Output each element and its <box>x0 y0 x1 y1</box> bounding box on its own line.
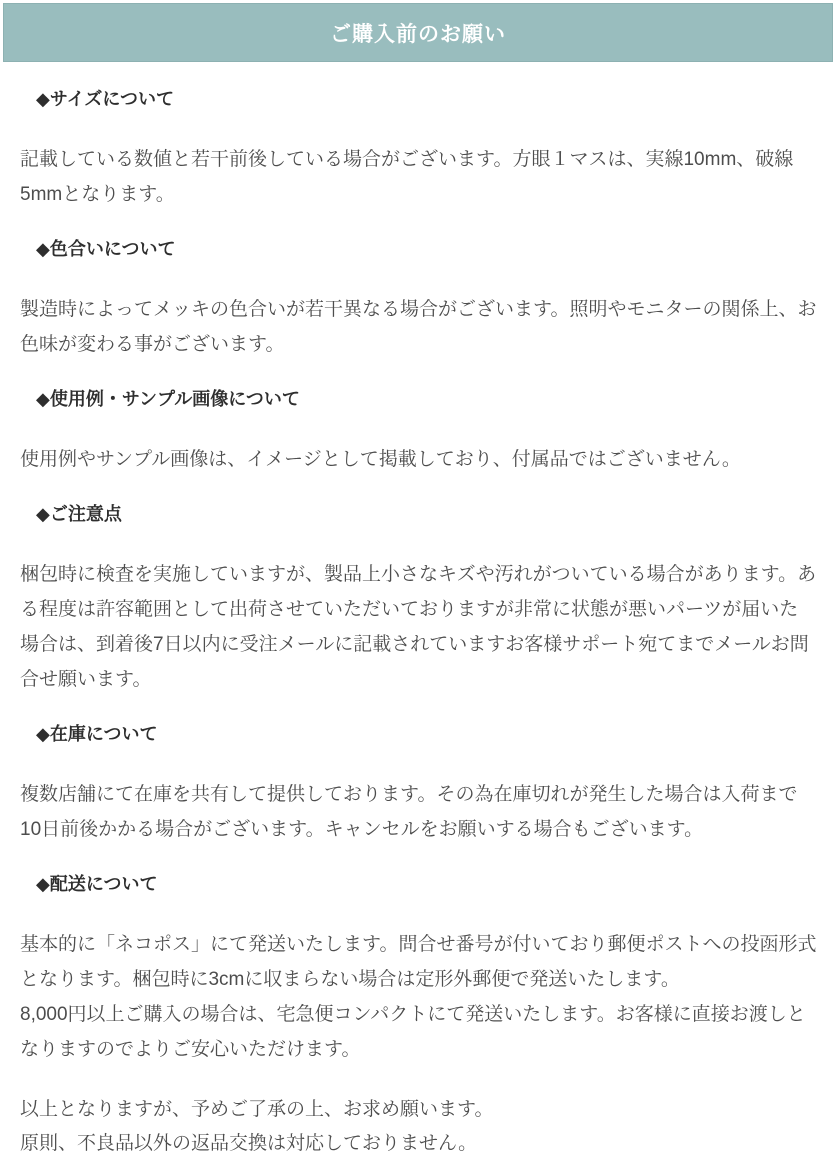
section-size-body: 記載している数値と若干前後している場合がございます。方眼１マスは、実線10mm、破線5mmとなります。 <box>20 149 794 205</box>
section-stock-body: 複数店舗にて在庫を共有して提供しております。その為在庫切れが発生した場合は入荷まで10日前後かかる場合がございます。キャンセルをお願いする場合もございます。 <box>20 784 798 840</box>
section-shipping <box>20 871 817 1067</box>
notice-content <box>0 86 837 1161</box>
section-shipping-body: 基本的に「ネコポス」にて発送いたします。問合せ番号が付いており郵便ポストへの投函形式となります。梱包時に3cmに収まらない場合は定形外郵便で発送いたします。 8,000円以上ご購入の場合は、宅急便コンパクトにて発送いたします。お客様に直接お渡しとなりますのでよりご安心いただけます。 <box>20 934 817 1060</box>
section-size-heading: ◆サイズについて <box>36 89 175 109</box>
section-caution <box>20 501 817 697</box>
section-sample-images-body: 使用例やサンプル画像は、イメージとして掲載しており、付属品ではございません。 <box>20 449 741 470</box>
section-caution-heading: ◆ご注意点 <box>36 504 122 524</box>
section-stock-heading: ◆在庫について <box>36 724 158 744</box>
notice-title: ご購入前のお願い <box>330 22 506 46</box>
section-color-heading: ◆色合いについて <box>36 239 176 259</box>
section-caution-body: 梱包時に検査を実施していますが、製品上小さなキズや汚れがついている場合があります。ある程度は許容範囲として出荷させていただいておりますが非常に状態が悪いパーツが届いた場合は、到着後7日以内に受注メールに記載されていますお客様サポート宛てまでメールお問合せ願います。 <box>20 564 817 690</box>
section-sample-images <box>20 386 817 477</box>
footer-note: 以上となりますが、予めご了承の上、お求め願います。 原則、不良品以外の返品交換は対応しておりません。 <box>20 1099 494 1154</box>
section-shipping-heading: ◆配送について <box>36 874 158 894</box>
notice-header-bar <box>3 3 833 62</box>
section-color-body: 製造時によってメッキの色合いが若干異なる場合がございます。照明やモニターの関係上、お色味が変わる事がございます。 <box>20 299 817 355</box>
section-size <box>20 86 817 212</box>
section-color <box>20 236 817 362</box>
section-stock <box>20 721 817 847</box>
section-sample-images-heading: ◆使用例・サンプル画像について <box>36 389 300 409</box>
